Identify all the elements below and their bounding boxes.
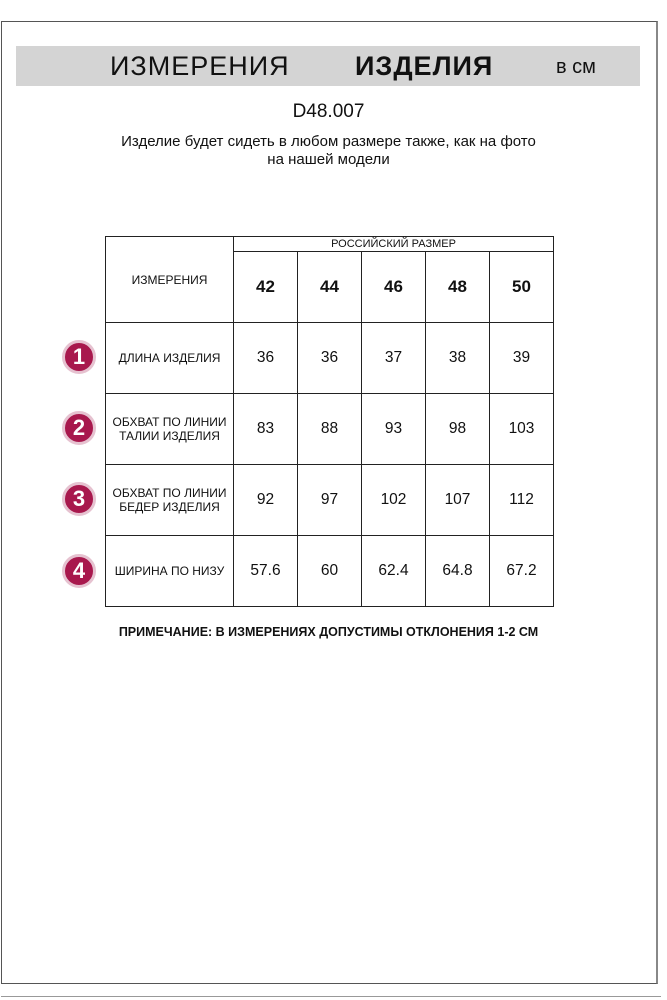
- row-label-line: ДЛИНА ИЗДЕЛИЯ: [118, 351, 221, 365]
- table-row: [106, 465, 554, 536]
- table-cell: 57.6: [234, 536, 298, 607]
- fit-note: [0, 133, 657, 169]
- row-label: [106, 323, 234, 394]
- row-number-badge: 2: [62, 411, 96, 445]
- row-label-line: ОБХВАТ ПО ЛИНИИ: [112, 486, 227, 500]
- table-cell: 64.8: [426, 536, 490, 607]
- table-cell: 97: [298, 465, 362, 536]
- size-header: 42: [234, 252, 298, 323]
- size-table: [105, 236, 554, 607]
- table-cell: 38: [426, 323, 490, 394]
- measurements-header: ИЗМЕРЕНИЯ: [106, 237, 234, 323]
- product-code: D48.007: [292, 101, 365, 122]
- row-label: [106, 394, 234, 465]
- table-cell: 102: [362, 465, 426, 536]
- table-cell: 103: [490, 394, 554, 465]
- table-cell: 39: [490, 323, 554, 394]
- table-cell: 36: [234, 323, 298, 394]
- russian-size-header: РОССИЙСКИЙ РАЗМЕР: [234, 237, 554, 252]
- table-cell: 60: [298, 536, 362, 607]
- table-cell: 37: [362, 323, 426, 394]
- table-cell: 62.4: [362, 536, 426, 607]
- row-number-badge: 3: [62, 482, 96, 516]
- table-row: [106, 536, 554, 607]
- size-header: 48: [426, 252, 490, 323]
- row-label: [106, 465, 234, 536]
- title-word-product: ИЗДЕЛИЯ: [355, 51, 494, 81]
- title-word-measurements: ИЗМЕРЕНИЯ: [110, 51, 290, 81]
- table-row: [106, 394, 554, 465]
- table-cell: 83: [234, 394, 298, 465]
- table-cell: 93: [362, 394, 426, 465]
- table-cell: 36: [298, 323, 362, 394]
- fit-note-line-1: Изделие будет сидеть в любом размере также, как на фото: [121, 133, 536, 150]
- table-cell: 92: [234, 465, 298, 536]
- table-cell: 112: [490, 465, 554, 536]
- divider: [1, 996, 661, 997]
- size-header: 44: [298, 252, 362, 323]
- row-label-line: ОБХВАТ ПО ЛИНИИ: [112, 415, 227, 429]
- row-number-badge: 1: [62, 340, 96, 374]
- row-number-badge: 4: [62, 554, 96, 588]
- table-cell: 67.2: [490, 536, 554, 607]
- size-header: 50: [490, 252, 554, 323]
- size-header: 46: [362, 252, 426, 323]
- unit-label: в см: [556, 56, 596, 78]
- row-label: [106, 536, 234, 607]
- table-cell: 98: [426, 394, 490, 465]
- table-cell: 107: [426, 465, 490, 536]
- row-label-line: ШИРИНА ПО НИЗУ: [114, 564, 225, 578]
- row-label-line: ТАЛИИ ИЗДЕЛИЯ: [119, 429, 220, 443]
- table-row: [106, 323, 554, 394]
- fit-note-line-2: на нашей модели: [267, 151, 390, 168]
- tolerance-note: ПРИМЕЧАНИЕ: В ИЗМЕРЕНИЯХ ДОПУСТИМЫ ОТКЛОНЕНИЯ 1-2 СМ: [118, 625, 539, 639]
- title-banner: [16, 46, 640, 86]
- row-label-line: БЕДЕР ИЗДЕЛИЯ: [119, 500, 220, 514]
- table-cell: 88: [298, 394, 362, 465]
